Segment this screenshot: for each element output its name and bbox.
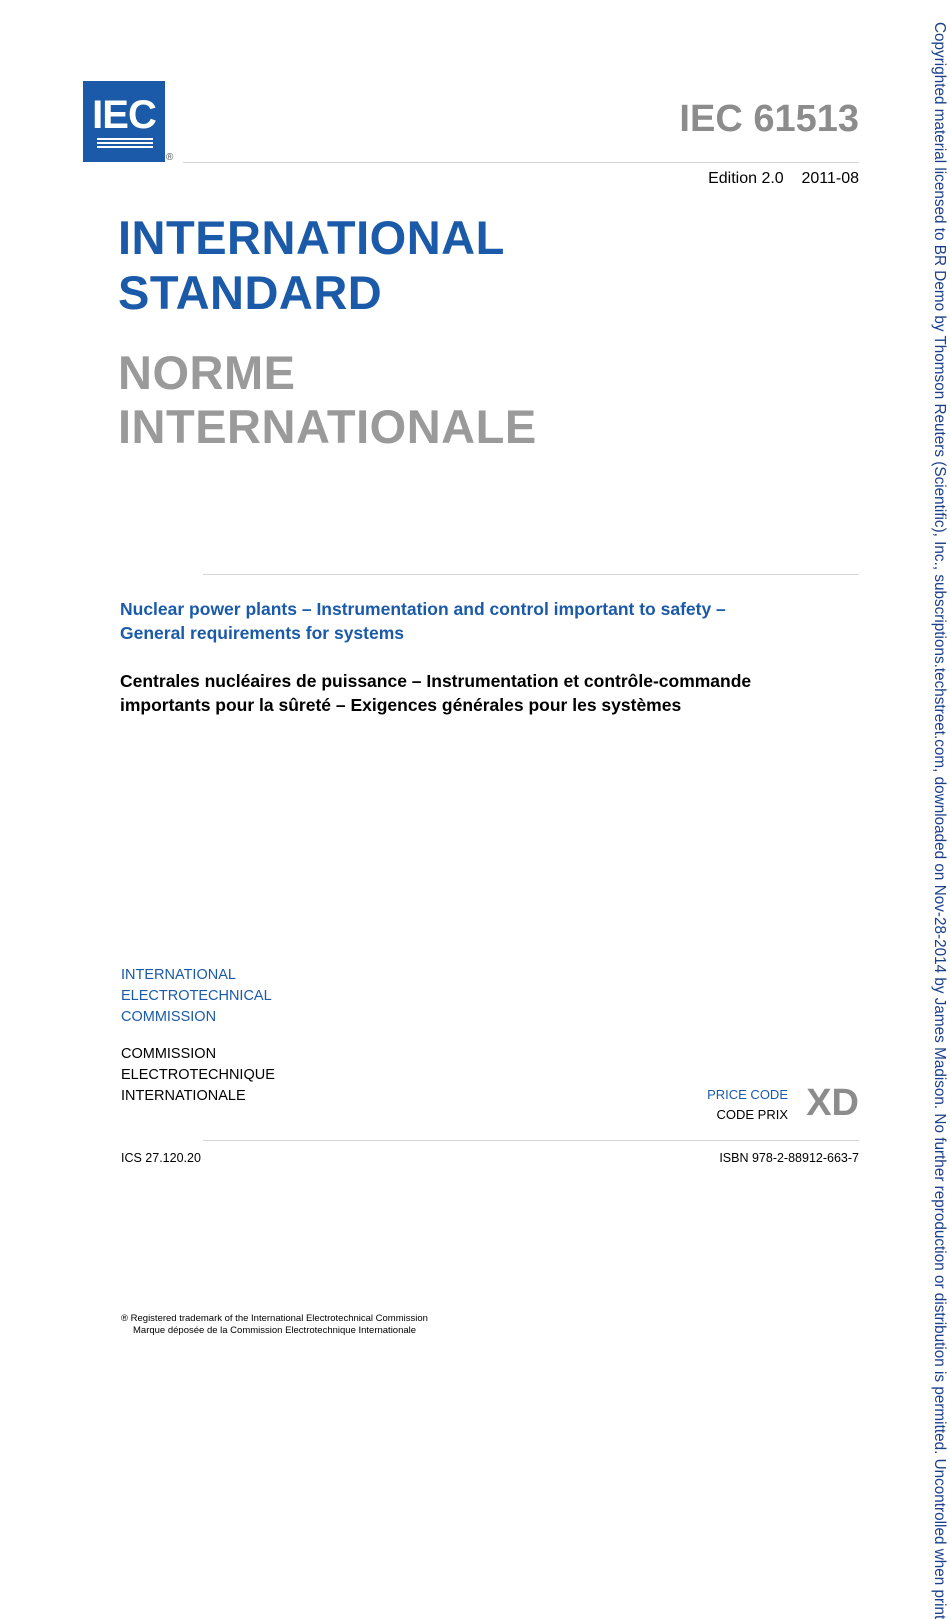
- registered-mark: ®: [166, 152, 174, 163]
- org-en-line1: INTERNATIONAL: [121, 967, 236, 983]
- title-fr-line1: NORME: [118, 346, 296, 399]
- org-fr-line1: COMMISSION: [121, 1046, 217, 1062]
- document-number: IEC 61513: [679, 98, 859, 140]
- ics-number: ICS 27.120.20: [121, 1151, 201, 1165]
- title-en-line1: INTERNATIONAL: [118, 211, 505, 264]
- header-divider: [183, 162, 859, 163]
- subtitle-fr-line2: importants pour la sûreté – Exigences générales pour les systèmes: [120, 695, 682, 715]
- title-en-line2: STANDARD: [118, 266, 383, 319]
- org-en-line2: ELECTROTECHNICAL: [121, 988, 272, 1004]
- edition-info: Edition 2.0 2011-08: [708, 170, 859, 187]
- subtitle-en-line1: Nuclear power plants – Instrumentation and control important to safety –: [120, 599, 726, 619]
- title-fr-line2: INTERNATIONALE: [118, 400, 537, 453]
- trademark-note-en: ® Registered trademark of the International Electrotechnical Commission: [121, 1313, 428, 1324]
- org-en-line3: COMMISSION: [121, 1009, 217, 1025]
- price-code: XD: [806, 1082, 859, 1124]
- logo-text: IEC: [92, 93, 156, 137]
- org-fr-line3: INTERNATIONALE: [121, 1088, 246, 1104]
- isbn-number: ISBN 978-2-88912-663-7: [719, 1151, 859, 1165]
- price-code-label-fr: CODE PRIX: [716, 1107, 788, 1122]
- subtitle-en-line2: General requirements for systems: [120, 623, 405, 643]
- copyright-watermark: Copyrighted material licensed to BR Demo by Thomson Reuters (Scientific), Inc., subscriptions.techstreet.com, downloaded on Nov-28-2014 by James Madison. No further reproduction or distribution is permitted. Uncontrolled when print: [931, 22, 948, 1619]
- iec-logo: [83, 81, 165, 162]
- subtitle-fr-line1: Centrales nucléaires de puissance – Instrumentation et contrôle-commande: [120, 671, 752, 691]
- title-divider: [203, 574, 859, 575]
- trademark-note-fr: Marque déposée de la Commission Electrotechnique Internationale: [133, 1325, 417, 1336]
- org-fr-line2: ELECTROTECHNIQUE: [121, 1067, 275, 1083]
- price-code-label-en: PRICE CODE: [707, 1087, 788, 1102]
- footer-divider: [203, 1140, 859, 1141]
- logo-lines: [97, 138, 153, 150]
